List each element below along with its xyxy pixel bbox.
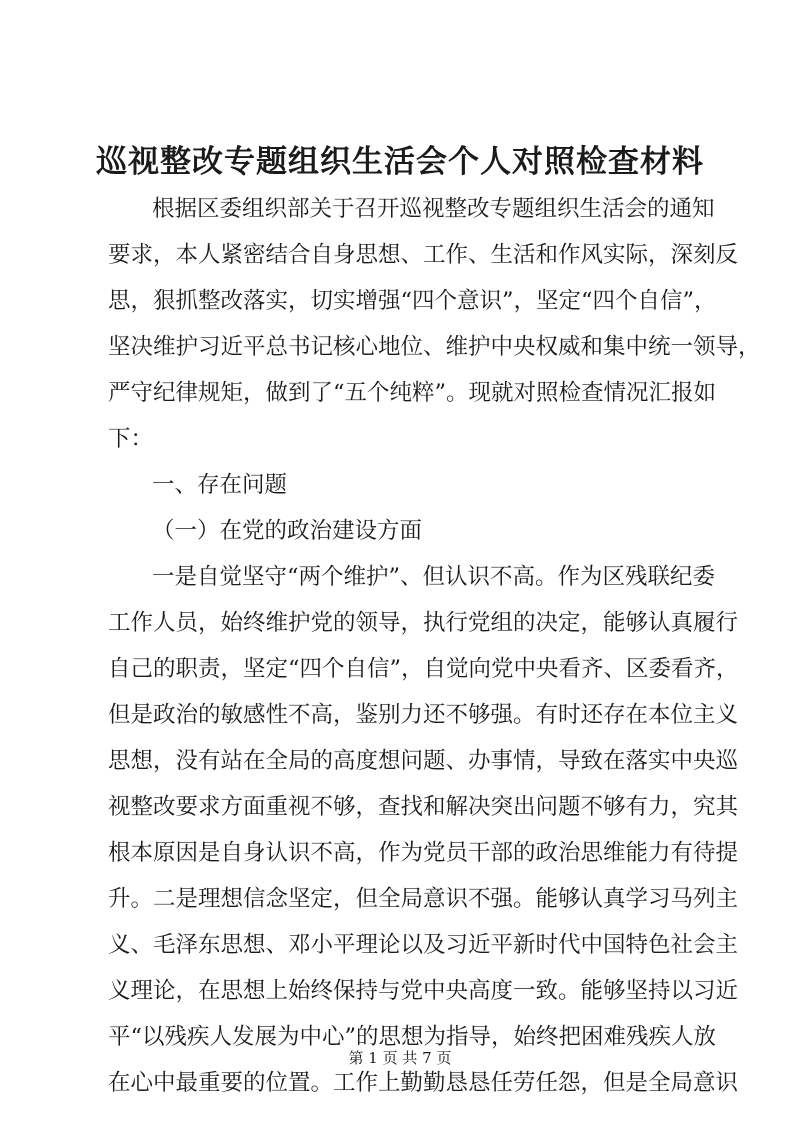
paragraph-line: 坚决维护习近平总书记核心地位、维护中央权威和集中统一领导， xyxy=(108,334,761,360)
paragraph-line: 下： xyxy=(108,426,154,452)
document-body xyxy=(108,186,761,1106)
paragraph-line: 思想，没有站在全局的高度想问题、办事情，导致在落实中央巡 xyxy=(108,748,739,774)
paragraph-line: 但是政治的敏感性不高，鉴别力还不够强。有时还存在本位主义 xyxy=(108,702,739,728)
paragraph-line: 自己的职责，坚定“四个自信”，自觉向党中央看齐、区委看齐， xyxy=(108,656,739,682)
paragraph-line: 升。二是理想信念坚定，但全局意识不强。能够认真学习马列主 xyxy=(108,886,739,912)
paragraph-line: 义、毛泽东思想、邓小平理论以及习近平新时代中国特色社会主 xyxy=(108,932,739,958)
paragraph-line: 视整改要求方面重视不够，查找和解决突出问题不够有力，究其 xyxy=(108,794,739,820)
paragraph-line: 义理论，在思想上始终保持与党中央高度一致。能够坚持以习近 xyxy=(108,978,739,1004)
paragraph-line: 一是自觉坚守“两个维护”、但认识不高。作为区残联纪委 xyxy=(152,564,716,590)
paragraph-line: 根据区委组织部关于召开巡视整改专题组织生活会的通知 xyxy=(152,196,715,222)
paragraph-line: 严守纪律规矩，做到了“五个纯粹”。现就对照检查情况汇报如 xyxy=(108,380,717,406)
subsection-heading: （一）在党的政治建设方面 xyxy=(152,518,423,544)
paragraph-line: 工作人员，始终维护党的领导，执行党组的决定，能够认真履行 xyxy=(108,610,739,636)
paragraph-line: 在心中最重要的位置。工作上勤勤恳恳任劳任怨，但是全局意识 xyxy=(108,1070,739,1096)
section-heading: 一、存在问题 xyxy=(152,472,288,498)
document-title: 巡视整改专题组织生活会个人对照检查材料 xyxy=(96,144,704,180)
paragraph-line: 平“以残疾人发展为中心”的思想为指导，始终把困难残疾人放 xyxy=(108,1024,717,1050)
page-number-footer: 第 1 页 共 7 页 xyxy=(348,1049,452,1067)
paragraph-line: 思，狠抓整改落实，切实增强“四个意识”，坚定“四个自信”， xyxy=(108,288,717,314)
paragraph-line: 要求，本人紧密结合自身思想、工作、生活和作风实际，深刻反 xyxy=(108,242,739,268)
paragraph-line: 根本原因是自身认识不高，作为党员干部的政治思维能力有待提 xyxy=(108,840,739,866)
